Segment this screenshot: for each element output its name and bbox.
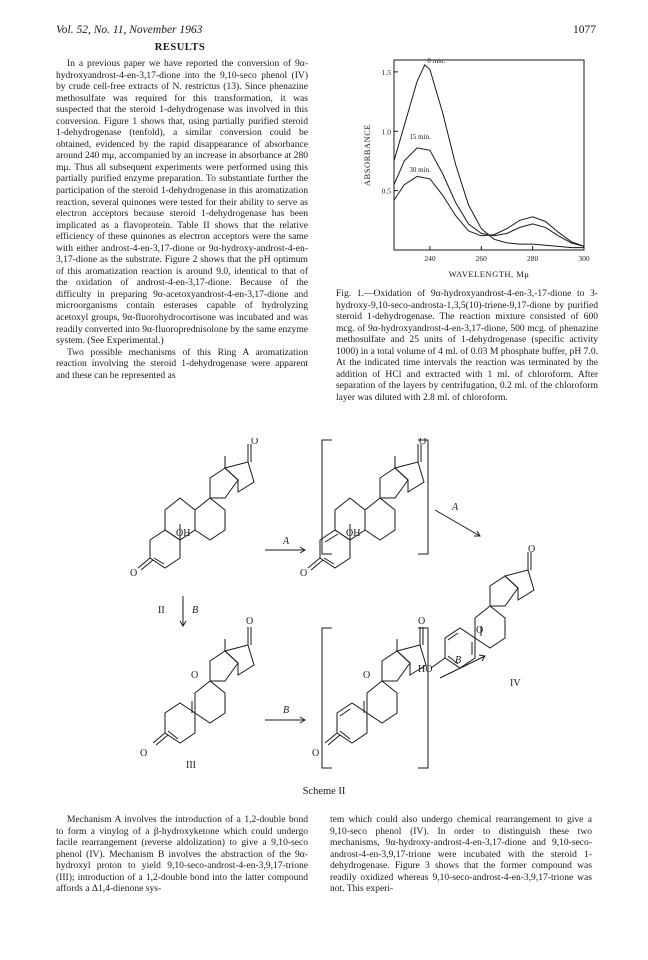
oxo-label: O [418,616,426,627]
y-axis-label: ABSORBANCE [362,123,372,187]
paragraph: Two possible mechanisms of this Ring A aromatization reaction involving the steroid 1-dehydrogenase were apparent and these can be represented as [56,346,308,381]
figure-1-chart [336,52,598,287]
oxo-label: O [251,438,259,447]
compound-9a-hydroxyandrostenedione [138,444,254,570]
plot-frame [394,60,584,250]
figure-1-caption: Fig. 1.—Oxidation of 9α-hydroxyandrost-4-en-3,-17-dione to 3-hydroxy-9,10-seco-androsta-1,3,5(10)-triene-9,17-dione by purified steroid 1-dehydrogenase. The reaction mixture consisted of 600 mcg. of 9α-hydroxyandrost-4-en-3,17-dione, 500 mcg. of phenazine methosulfate and 25 units of 1-dehydrogenase (specific activity 1000) in a total volume of 4 ml. of 0.03 M phosphate buffer, pH 7.0. At the indicated time intervals the reaction was terminated by the addition of HCl and extracted with 1 ml. of chloroform. After separation of the layers by centrifugation, 0.2 ml. of the chloroform layer was diluted with 2.8 ml. of chloroform. [336,288,598,403]
roman-label-iii: III [186,760,196,771]
x-tick-label: 280 [527,254,539,263]
compound-iii-trione [153,627,254,745]
series-label: 30 min. [409,166,431,174]
scheme-ii-diagram [100,438,560,778]
oxo-label: O [191,670,199,681]
arrow-label-b: B [283,705,290,716]
series-line [394,65,584,248]
oxo-label: O [300,568,308,579]
section-title: RESULTS [154,42,206,53]
x-tick-label: 240 [424,254,436,263]
oxo-label: O [528,544,536,555]
series-line [394,176,584,246]
y-tick-label: 1.5 [381,67,391,77]
ho-label: HO [418,664,433,675]
arrow-label-a: A [283,536,290,547]
intermediate-dienone-b [325,627,426,745]
compound-iv-seco-phenol [431,552,534,668]
x-tick-label: 260 [475,254,487,263]
paragraph: tem which could also undergo chemical rearrangement to give a 9,10-seco phenol (IV). In order to distinguish these two mechanisms, 9α-hydroxy-androst-4-en-3,17-dione and 9,10-seco-androst-4-en-3,9,17-trione were incubated with the steroid 1-dehydrogenase. Figure 3 shows that the former compound was readily oxidized whereas 9,10-seco-androst-4-en-3,9,17-trione was not. This experi- [330,814,592,895]
paragraph: In a previous paper we have reported the conversion of 9α-hydroxyandrost-4-en-3,17-dione into the 9,10-seco phenol (IV) by crude cell-free extracts of N. restrictus (13). Since phenazine methosulfate was required for this transformation, it was suspected that the steroid 1-dehydrogenase was involved in this conversion. Figure 1 shows that, using partially purified steroid 1-dehydrogenase (tenfold), a similar conversion could be obtained, evidenced by the rapid disappearance of absorbance around 240 mμ, accompanied by an increase in absorbance at 280 mμ. Thus all subsequent experiments were performed using this partially purified enzyme preparation. To substantiate further the participation of the steroid 1-dehydrogenase in this aromatization reaction, several quinones were tested for their ability to serve as electron acceptors because steroid 1-dehydrogenase has been implicated as a flavoprotein. Table II shows that the relative efficiency of these quinones as electron acceptors were the same with either androst-4-en-3,17-dione or 9α-hydroxy-androst-4-en-3,17-dione as the substrate. Figure 2 shows that the pH optimum of this aromatization reaction is around 9.0, identical to that of the oxidation of androst-4-en-3,17-dione. Because of the difficulty in preparing 9α-acetoxyandrost-4-en-3,17-dione and microorganisms contain esterases capable of hydrolyzing acetoxyl groups, 9α-fluorohydrocortisone was incubated and was readily converted into 9α-fluoroprednisolone by the same enzyme system. (See Experimental.) [56,58,308,347]
roman-label-iv: IV [510,678,521,689]
arrow-label-b: B [192,605,199,616]
oxo-label: O [130,568,138,579]
oxo-label: O [419,438,427,447]
y-tick-label: 0.5 [381,186,391,196]
oh-label: OH [176,528,191,539]
oxo-label: O [140,748,148,759]
journal-header: Vol. 52, No. 11, November 1963 [56,24,203,36]
oxo-label: O [312,748,320,759]
page-number: 1077 [573,24,596,36]
arrow-label-b: B [455,655,462,666]
oxo-label: O [363,670,371,681]
paragraph: Mechanism A involves the introduction of a 1,2-double bond to form a vinylog of a β-hydroxyketone which could undergo facile rearrangement (reverse aldolization) to give a 9,10-seco phenol (IV). Mechanism B involves the abstraction of the 9α-hydroxyl proton to yield 9,10-seco-androst-4-en-3,9,17-trione (III); introduction of a 1,2-double bond into the latter compound affords a Δ1,4-dienone sys- [56,814,308,895]
roman-label-ii: II [158,605,165,616]
oxo-label: O [246,616,254,627]
intermediate-dienone-a [308,444,424,570]
series-line [394,148,584,247]
bottom-right-column [330,814,592,895]
bottom-left-column [56,814,308,895]
oh-label: OH [346,528,361,539]
y-tick-label: 1.0 [381,127,391,137]
scheme-label: Scheme II [302,786,346,797]
series-label: 0 min. [427,56,446,65]
arrow-label-a: A [452,502,459,513]
left-column-text [56,58,308,381]
oxo-label: O [476,625,484,636]
series-label: 15 min. [409,132,431,141]
x-tick-label: 300 [578,254,590,263]
x-axis-label: WAVELENGTH, Mμ [448,269,530,279]
